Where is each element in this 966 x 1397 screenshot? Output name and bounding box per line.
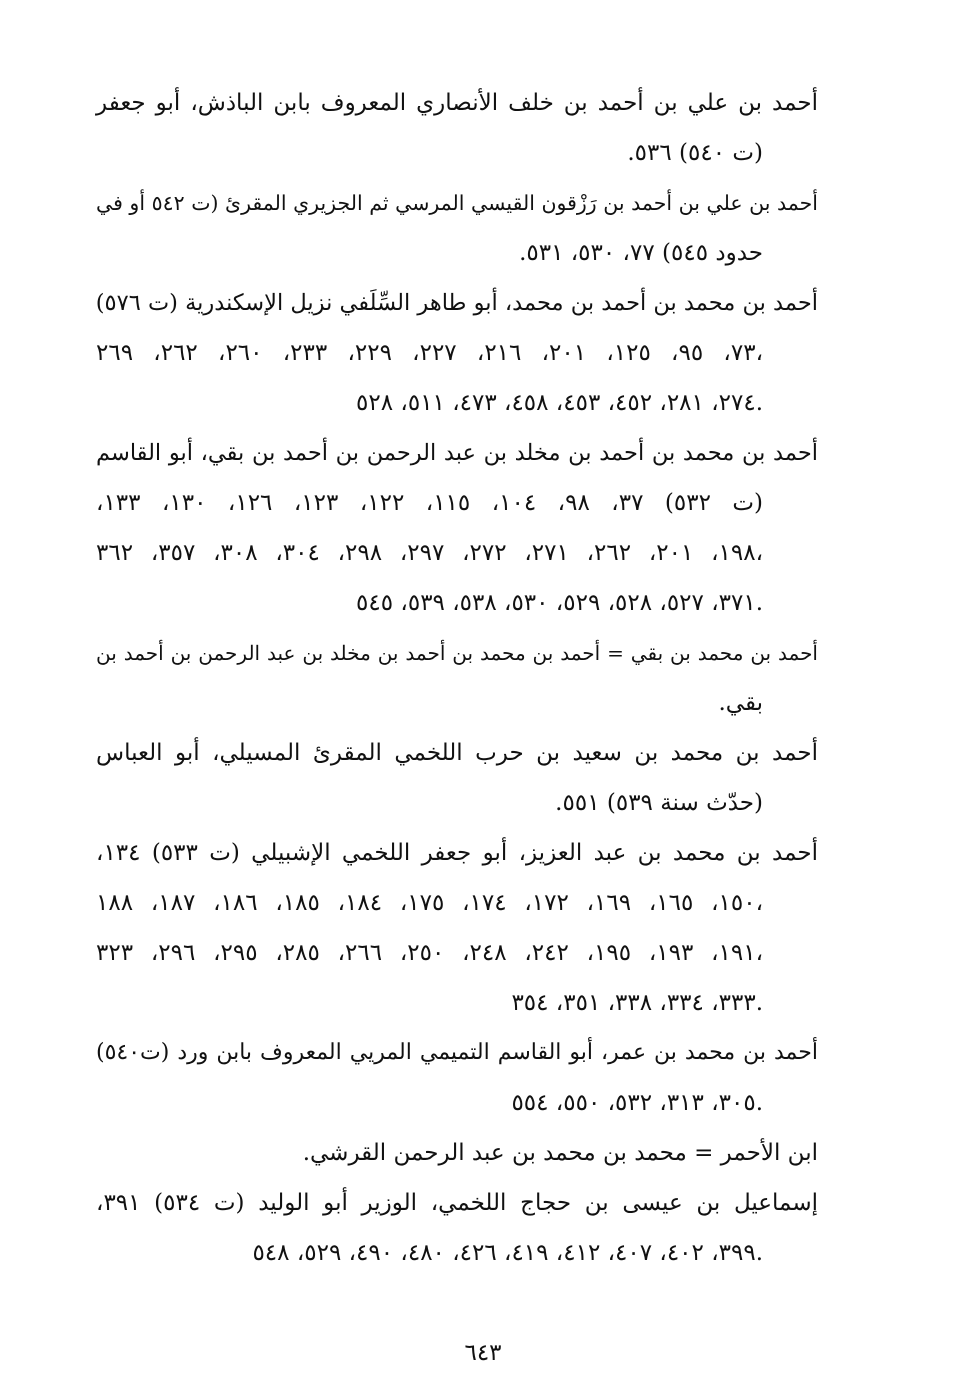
entry-line: ٣٧١، ٥٢٧، ٥٢٨، ٥٢٩، ٥٣٠، ٥٣٨، ٥٣٩، ٥٤٥. <box>356 590 763 616</box>
entry-line: أحمد بن محمد بن أحمد بن مخلد بن عبد الرحمن بن أحمد بن بقي، أبو القاسم <box>96 440 818 466</box>
entry-line: ٣٩٩، ٤٠٢، ٤٠٧، ٤١٢، ٤١٩، ٤٢٦، ٤٨٠، ٤٩٠، ٥٢٩، ٥٤٨. <box>252 1240 763 1266</box>
index-entry <box>96 1178 818 1278</box>
index-entry <box>96 1128 818 1178</box>
entry-line: ١٩١، ١٩٣، ١٩٥، ٢٤٢، ٢٤٨، ٢٥٠، ٢٦٦، ٢٨٥، ٢٩٥، ٢٩٦، ٣٢٣، <box>96 940 763 966</box>
entry-line: ٣٠٥، ٣١٣، ٥٣٢، ٥٥٠، ٥٥٤. <box>511 1090 763 1116</box>
entry-line: أحمد بن محمد بن أحمد بن محمد، أبو طاهر السِّلَفي نزيل الإسكندرية (ت ٥٧٦) <box>95 290 818 316</box>
index-entry <box>96 1028 818 1128</box>
entry-line: ١٩٨، ٢٠١، ٢٦٢، ٢٧١، ٢٧٢، ٢٩٧، ٢٩٨، ٣٠٤، ٣٠٨، ٣٥٧، ٣٦٢، <box>96 540 763 566</box>
entry-line: أحمد بن محمد بن سعيد بن حرب اللخمي المقرئ المسيلي، أبو العباس <box>96 740 818 766</box>
entry-line: ٧٣، ٩٥، ١٢٥، ٢٠١، ٢١٦، ٢٢٧، ٢٢٩، ٢٣٣، ٢٦٠، ٢٦٢، ٢٦٩، <box>96 340 763 366</box>
index-entry <box>96 78 818 178</box>
entry-line: أحمد بن محمد بن عبد العزيز، أبو جعفر اللخمي الإشبيلي (ت ٥٣٣) ١٣٤، <box>96 840 818 866</box>
index-entry <box>96 178 818 278</box>
index-entry <box>96 728 818 828</box>
entry-line: إسماعيل بن عيسى بن حجاج اللخمي، الوزير أبو الوليد (ت ٥٣٤) ٣٩١، <box>96 1190 818 1216</box>
entry-line: أحمد بن علي بن أحمد بن خلف الأنصاري المعروف بابن الباذش، أبو جعفر <box>96 90 818 116</box>
entry-line: أحمد بن محمد بن عمر، أبو القاسم التميمي المريي المعروف بابن ورد (ت٥٤٠) <box>96 1040 818 1065</box>
entry-line: ١٥٠، ١٦٥، ١٦٩، ١٧٢، ١٧٤، ١٧٥، ١٨٤، ١٨٥، ١٨٦، ١٨٧، ١٨٨، <box>96 890 763 916</box>
index-entry <box>96 628 818 728</box>
entry-line: أحمد بن علي بن أحمد بن رَزْقون القيسي المرسي ثم الجزيري المقرئ (ت ٥٤٢ أو في <box>96 191 818 215</box>
entry-line: حدود ٥٤٥) ٧٧، ٥٣٠، ٥٣١. <box>519 240 763 266</box>
entry-line: بقي. <box>718 690 763 716</box>
entry-line: (ت ٥٤٠) ٥٣٦. <box>627 140 763 166</box>
index-entry <box>96 428 818 628</box>
entry-line: (حدّث سنة ٥٣٩) ٥٥١. <box>555 790 763 816</box>
entry-line: (ت ٥٣٢) ٣٧، ٩٨، ١٠٤، ١١٥، ١٢٢، ١٢٣، ١٢٦، ١٣٠، ١٣٣، <box>96 490 764 516</box>
entry-line: ابن الأحمر = محمد بن محمد بن عبد الرحمن القرشي. <box>302 1140 818 1166</box>
index-entry <box>96 828 818 1028</box>
index-entry <box>96 278 818 428</box>
entry-line: أحمد بن محمد بن بقي = أحمد بن محمد بن أحمد بن مخلد بن عبد الرحمن بن أحمد بن <box>96 641 818 665</box>
entry-line: ٢٧٤، ٢٨١، ٤٥٢، ٤٥٣، ٤٥٨، ٤٧٣، ٥١١، ٥٢٨. <box>356 390 763 416</box>
page-number: ٦٤٣ <box>464 1340 502 1366</box>
entry-line: ٣٣٣، ٣٣٤، ٣٣٨، ٣٥١، ٣٥٤. <box>511 990 763 1016</box>
index-entries <box>96 78 818 1278</box>
